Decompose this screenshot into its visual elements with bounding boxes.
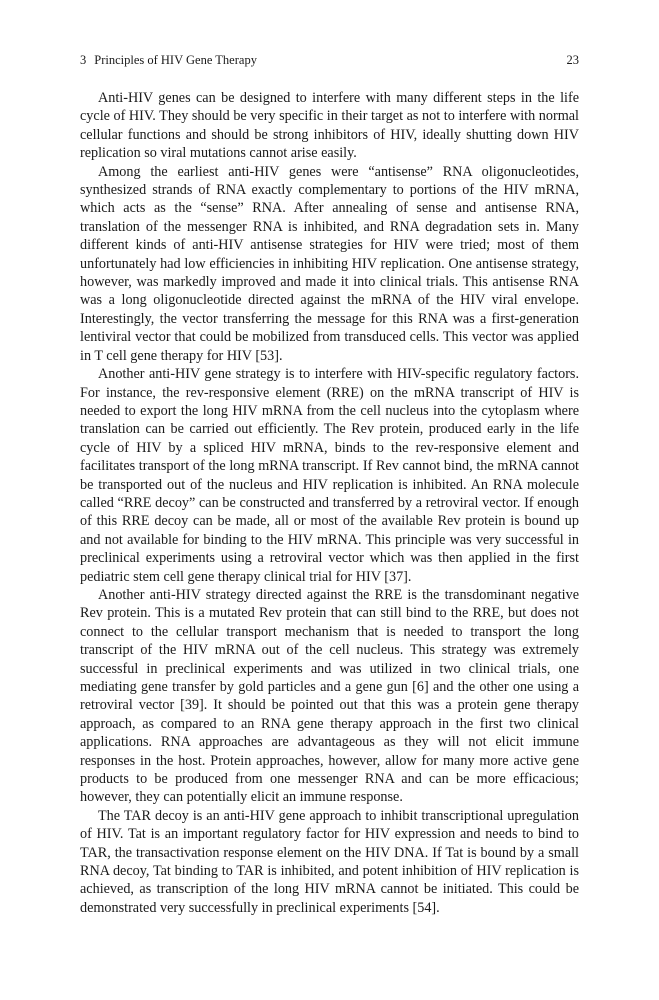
chapter-heading — [80, 51, 257, 69]
page-number: 23 — [566, 53, 579, 67]
paragraph-gene-design: Anti-HIV genes can be designed to interfere with many different steps in the life cycle of HIV. They should be very specific in their target as not to interfere with normal cellular functions and should be strong inhibitors of HIV, ideally shutting down HIV replication so viral mutations cannot arise easily. — [80, 90, 579, 162]
chapter-title: Principles of HIV Gene Therapy — [94, 53, 257, 67]
paragraph-antisense: Among the earliest anti-HIV genes were “antisense” RNA oligonucleotides, synthesized strands of RNA exactly complementary to portions of the HIV mRNA, which acts as the “sense” RNA. After annealing of sense and antisense RNA, translation of the messenger RNA is inhibited, and RNA degradation sets in. Many different kinds of anti-HIV antisense strategies for HIV were tried; most of them unfortunately had low efficiencies in inhibiting HIV replication. One antisense strategy, however, was markedly improved and made it into clinical trials. This antisense RNA was a long oligonucleotide directed against the mRNA of the HIV viral envelope. Interestingly, the vector transferring the message for this RNA was a first-generation lentiviral vector that could be mobilized from transduced cells. This vector was applied in T cell gene therapy for HIV [53]. — [80, 163, 579, 364]
chapter-number: 3 — [80, 53, 87, 67]
paragraph-transdominant-rev: Another anti-HIV strategy directed against the RRE is the transdominant negative Rev protein. This is a mutated Rev protein that can still bind to the RRE, but does not connect to the cellular transport mechanism that is needed to transport the long transcript of the HIV mRNA out of the cell nucleus. This strategy was extremely successful in preclinical experiments and was utilized in two clinical trials, one mediating gene transfer by gold particles and a gene gun [6] and the other one using a retroviral vector [39]. It should be pointed out that this was a protein gene therapy approach, as compared to an RNA gene therapy approach in the first two clinical applications. RNA approaches are advantageous as they will not elicit immune responses in the host. Protein approaches, however, allow for many more active gene products to be produced from one messenger RNA and can be more efficacious; however, they can potentially elicit an immune response. — [80, 586, 579, 806]
running-head — [80, 51, 579, 69]
paragraph-tar-decoy: The TAR decoy is an anti-HIV gene approach to inhibit transcriptional upregulation of HIV. Tat is an important regulatory factor for HIV expression and needs to bind to TAR, the transactivation response element on the HIV DNA. If Tat is bound by a small RNA decoy, Tat binding to TAR is inhibited, and potent inhibition of HIV replication is achieved, as transcription of the long HIV mRNA cannot be initiated. This could be demonstrated very successfully in preclinical experiments [54]. — [80, 807, 579, 916]
paragraph-rre-decoy: Another anti-HIV gene strategy is to interfere with HIV-specific regulatory factors. For instance, the rev-responsive element (RRE) on the mRNA transcript of HIV is needed to export the long HIV mRNA from the cell nucleus into the cytoplasm where translation can be carried out efficiently. The Rev protein, produced early in the life cycle of HIV by a spliced HIV mRNA, binds to the rev-responsive element and facilitates transport of the long mRNA transcript. If Rev cannot bind, the mRNA cannot be transported out of the nucleus and HIV replication is inhibited. An RNA molecule called “RRE decoy” can be constructed and transferred by a retroviral vector. If enough of this RRE decoy can be made, all or most of the available Rev protein is bound up and not available for binding to the HIV mRNA. This principle was very successful in preclinical experiments using a retroviral vector which was then applied in the first pediatric stem cell gene therapy clinical trial for HIV [37]. — [80, 366, 579, 585]
body-text — [80, 89, 579, 917]
